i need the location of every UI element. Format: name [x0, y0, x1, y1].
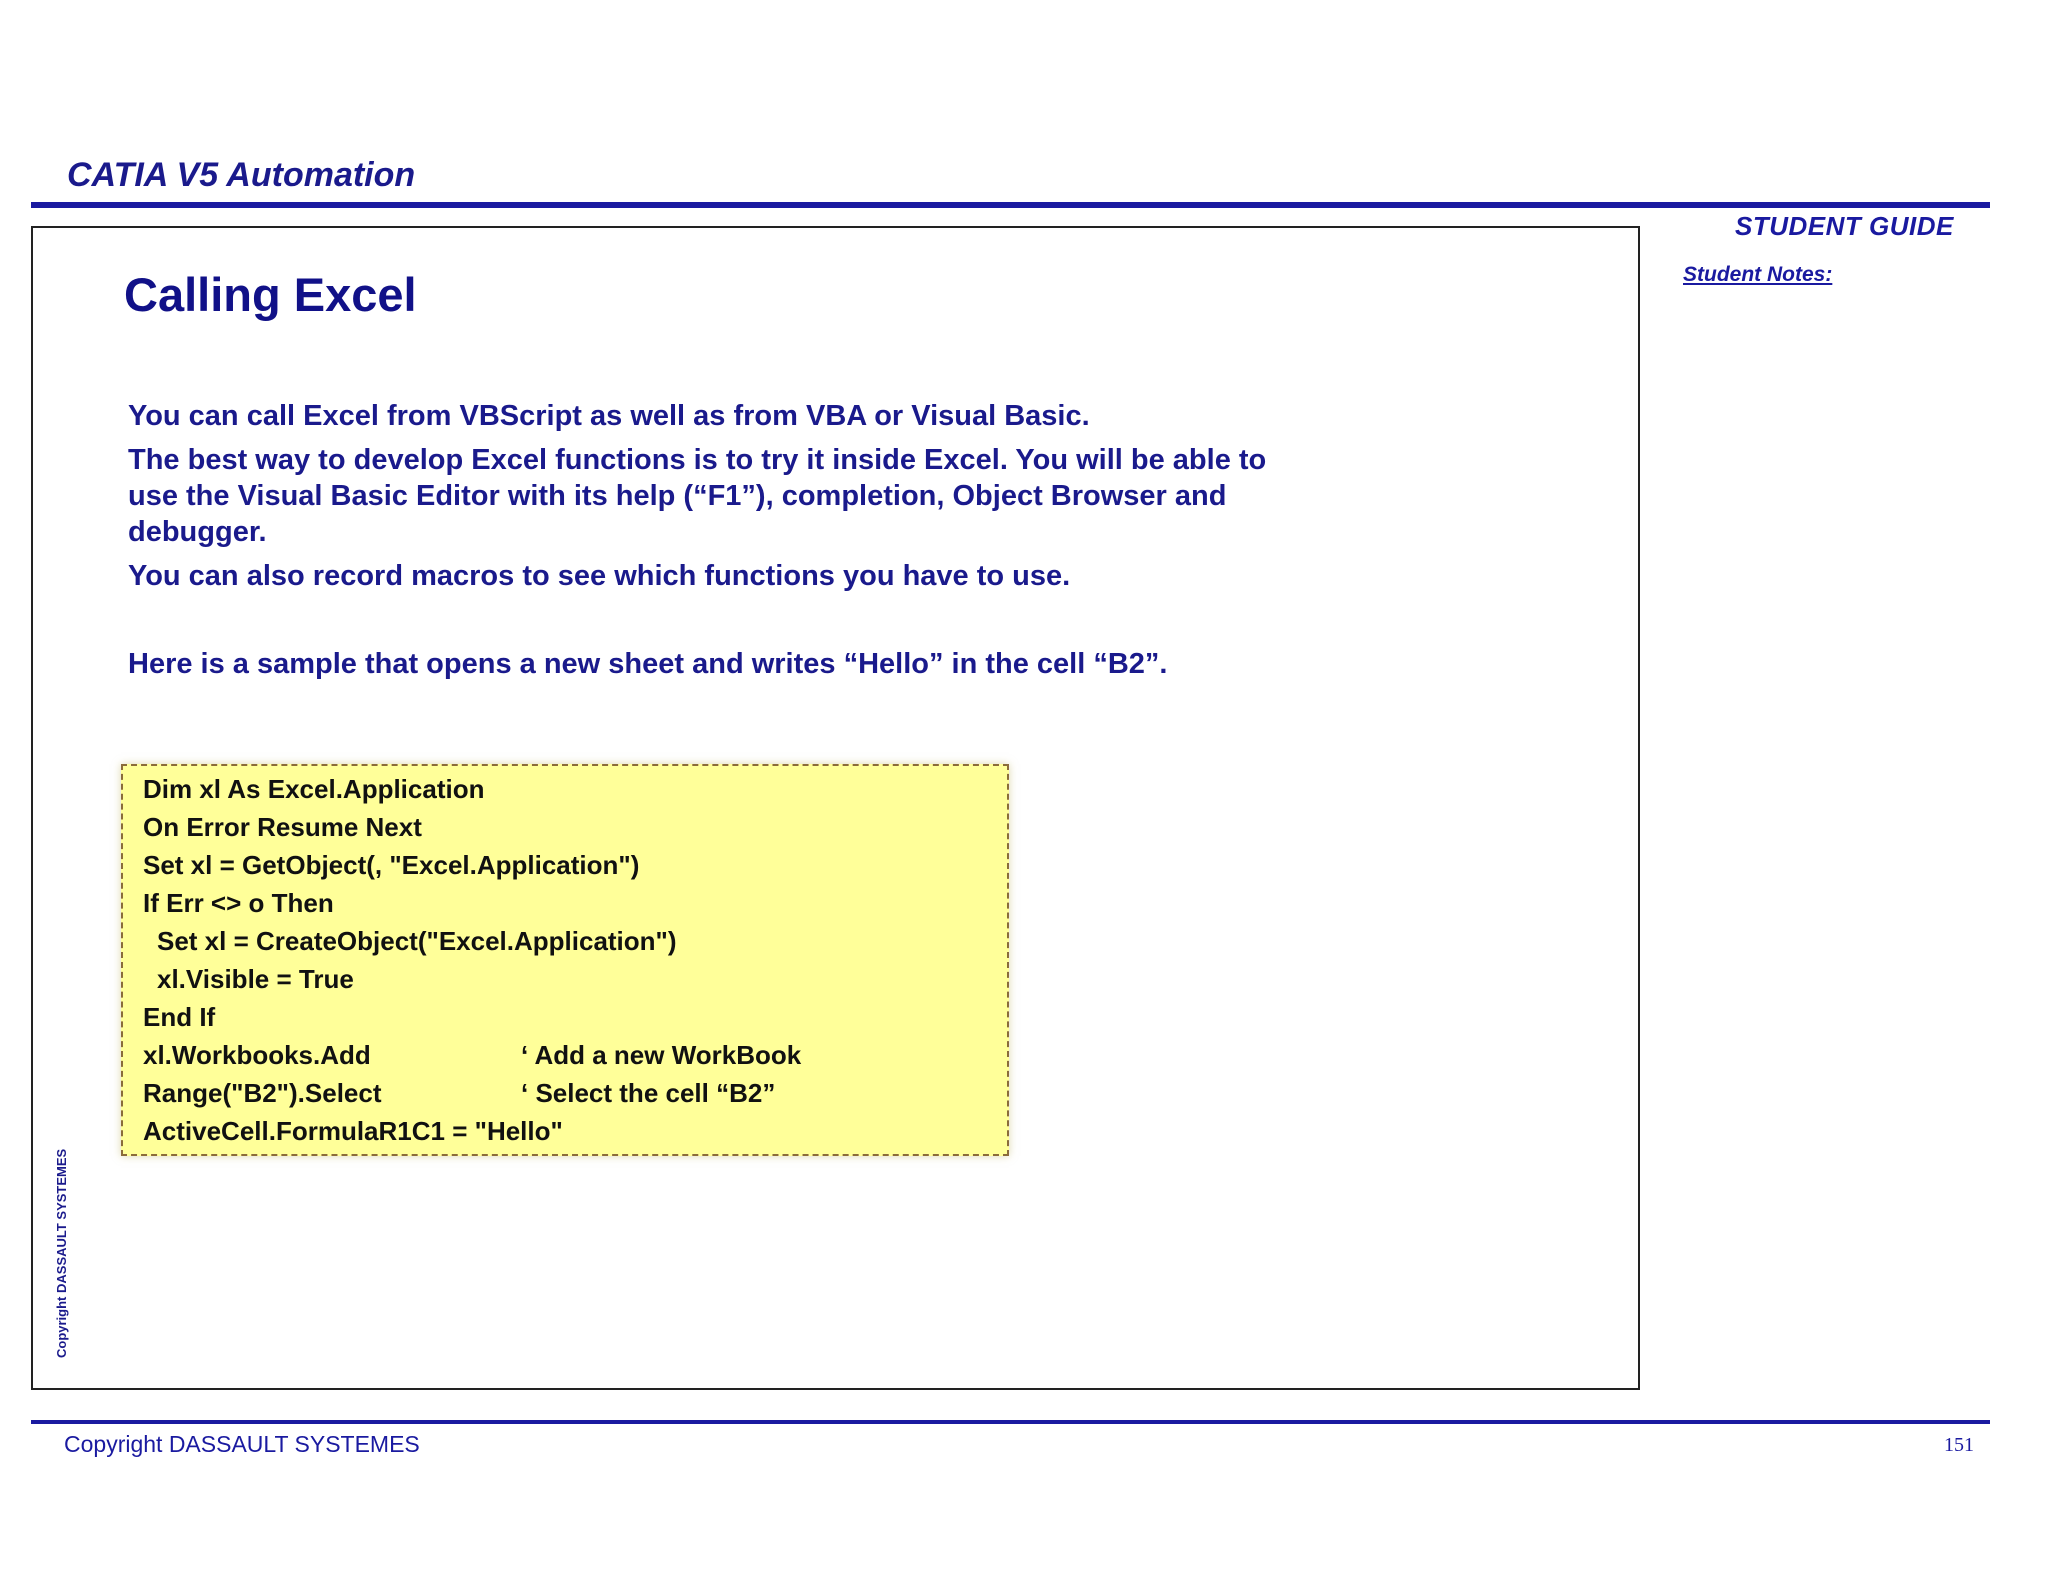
footer-copyright: Copyright DASSAULT SYSTEMES [64, 1431, 420, 1457]
document-header-title: CATIA V5 Automation [67, 156, 416, 194]
code-line: Set xl = CreateObject("Excel.Application") [157, 926, 677, 956]
student-guide-label: STUDENT GUIDE [1735, 211, 1954, 241]
code-comment: ‘ Select the cell “B2” [521, 1078, 776, 1108]
code-line: End If [143, 1002, 216, 1032]
side-copyright-text: Copyright DASSAULT SYSTEMES [54, 1148, 69, 1358]
slide-paragraph: You can also record macros to see which functions you have to use. [128, 560, 1071, 592]
slide-paragraph: Here is a sample that opens a new sheet and writes “Hello” in the cell “B2”. [128, 648, 1168, 680]
code-sample-box [121, 764, 1009, 1156]
slide-title: Calling Excel [124, 268, 417, 321]
code-line: Set xl = GetObject(, "Excel.Application") [143, 850, 640, 880]
header-rule [31, 202, 1990, 208]
slide-paragraph: use the Visual Basic Editor with its help (“F1”), completion, Object Browser and [128, 480, 1227, 512]
slide-paragraph: You can call Excel from VBScript as well as from VBA or Visual Basic. [128, 400, 1090, 432]
slide-paragraph: The best way to develop Excel functions is to try it inside Excel. You will be able to [128, 444, 1267, 476]
footer-rule [31, 1420, 1990, 1424]
code-line: xl.Workbooks.Add [143, 1040, 371, 1070]
code-line: xl.Visible = True [157, 964, 354, 994]
page-number: 151 [1944, 1434, 1974, 1456]
code-line: Range("B2").Select [143, 1078, 382, 1108]
code-line: On Error Resume Next [143, 812, 422, 842]
code-line: ActiveCell.FormulaR1C1 = "Hello" [143, 1116, 563, 1146]
student-notes-label: Student Notes: [1683, 263, 1833, 286]
code-comment: ‘ Add a new WorkBook [521, 1040, 802, 1070]
code-line: If Err <> o Then [143, 888, 334, 918]
code-line: Dim xl As Excel.Application [143, 774, 485, 804]
slide-paragraph: debugger. [128, 516, 267, 548]
